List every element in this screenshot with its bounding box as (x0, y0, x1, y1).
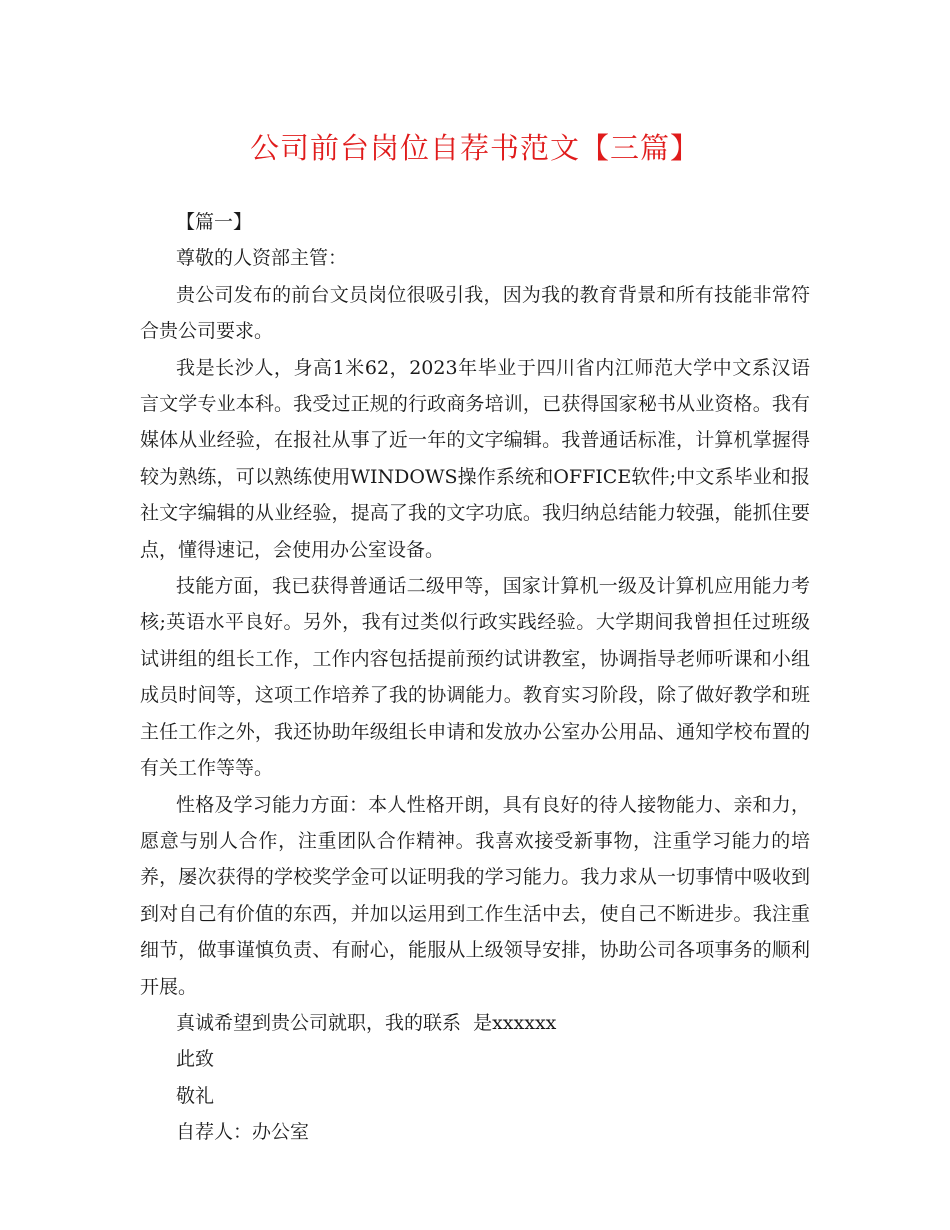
document-title: 公司前台岗位自荐书范文【三篇】 (249, 131, 700, 165)
paragraph-background: 我是长沙人，身高1米62，2023年毕业于四川省内江师范大学中文系汉语言文学专业本科。我受过正规的行政商务培训，已获得国家秘书从业资格。我有媒体从业经验，在报社从事了近一年的文字编辑。我普通话标准，计算机掌握得较为熟练，可以熟练使用WINDOWS操作系统和OFFICE软件;中文系毕业和报社文字编辑的从业经验，提高了我的文字功底。我归纳总结能力较强，能抓住要点，懂得速记，会使用办公室设备。 (140, 356, 810, 561)
closing-jingli: 敬礼 (176, 1084, 215, 1107)
signature-line: 自荐人：办公室 (176, 1121, 310, 1144)
document-body (140, 204, 810, 1151)
paragraph-personality: 性格及学习能力方面：本人性格开朗，具有良好的待人接物能力、亲和力，愿意与别人合作，注重团队合作精神。我喜欢接受新事物，注重学习能力的培养，屡次获得的学校奖学金可以证明我的学习能力。我力求从一切事情中吸收到到对自己有价值的东西，并加以运用到工作生活中去，使自己不断进步。我注重细节，做事谨慎负责、有耐心，能服从上级领导安排，协助公司各项事务的顺利开展。 (140, 793, 810, 998)
closing-cizhi: 此致 (176, 1048, 215, 1071)
closing-contact: 真诚希望到贵公司就职，我的联系 是xxxxxx (176, 1011, 557, 1034)
paragraph-intro: 贵公司发布的前台文员岗位很吸引我，因为我的教育背景和所有技能非常符合贵公司要求。 (140, 283, 810, 343)
paragraph-skills: 技能方面，我已获得普通话二级甲等，国家计算机一级及计算机应用能力考核;英语水平良好。另外，我有过类似行政实践经验。大学期间我曾担任过班级试讲组的组长工作，工作内容包括提前预约试讲教室，协调指导老师听课和小组成员时间等，这项工作培养了我的协调能力。教育实习阶段，除了做好教学和班主任工作之外，我还协助年级组长申请和发放办公室办公用品、通知学校布置的有关工作等等。 (140, 575, 810, 780)
salutation: 尊敬的人资部主管： (176, 247, 348, 270)
section-heading: 【篇一】 (176, 211, 253, 233)
